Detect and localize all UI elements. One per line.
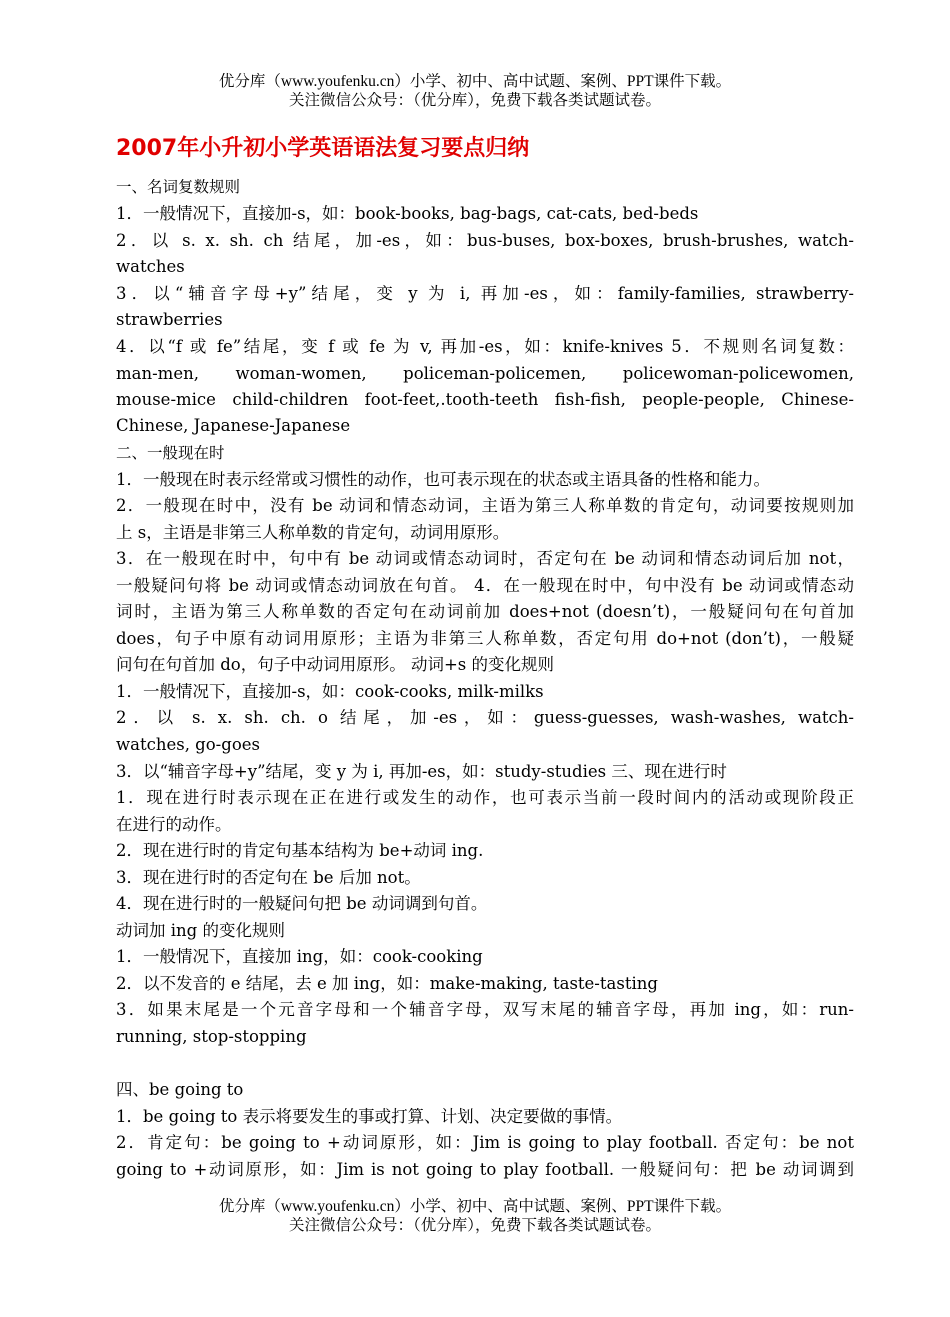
text-line: 4．以“f 或 fe”结尾，变 f 或 fe 为 v, 再加-es，如：knife-knives 5．不规则名词复数： (116, 337, 854, 356)
text-line: 2．现在进行时的肯定句基本结构为 be+动词 ing. (116, 841, 484, 860)
header-line-1: 优分库（www.youfenku.cn）小学、初中、高中试题、案例、PPT课件下载。 (218, 73, 732, 90)
text-line: 词时，主语为第三人称单数的否定句在动词前加 does+not (doesn’t)，一般疑问句在句首加 (116, 602, 854, 621)
text-line: does，句子中原有动词用原形；主语为非第三人称单数，否定句用 do+not (don’t)，一般疑 (116, 629, 854, 648)
text-line: 4．现在进行时的一般疑问句把 be 动词调到句首。 (116, 894, 488, 913)
text-line: 上 s，主语是非第三人称单数的肯定句，动词用原形。 (116, 523, 510, 542)
text-line: going to +动词原形，如：Jim is not going to play football. 一般疑问句：把 be 动词调到 (116, 1160, 854, 1179)
section-heading-be-going-to: 四、be going to (116, 1080, 244, 1099)
text-line: 2．以 s. x. sh. ch. o 结尾，加-es，如：guess-guesses, wash-washes, watch- (116, 708, 854, 727)
text-line: 2．一般现在时中，没有 be 动词和情态动词，主语为第三人称单数的肯定句，动词要按规则加 (116, 496, 854, 515)
text-line: running, stop-stopping (116, 1027, 307, 1046)
text-line: 3．如果末尾是一个元音字母和一个辅音字母，双写末尾的辅音字母，再加 ing，如：run- (116, 1000, 854, 1019)
page-header (0, 72, 950, 110)
text-line: 1．一般情况下，直接加 ing，如：cook-cooking (116, 947, 483, 966)
text-line: 1．一般情况下，直接加-s，如：book-books, bag-bags, cat-cats, bed-beds (116, 204, 699, 223)
text-line: watches, go-goes (116, 735, 260, 754)
text-line: watches (116, 257, 185, 276)
header-line-2: 关注微信公众号：（优分库），免费下载各类试题试卷。 (288, 92, 661, 109)
subsection-heading-ing-rules: 动词加 ing 的变化规则 (116, 921, 285, 940)
text-line: 3．现在进行时的否定句在 be 后加 not。 (116, 868, 421, 887)
text-line: 1．一般现在时表示经常或习惯性的动作，也可表示现在的状态或主语具备的性格和能力。 (116, 470, 770, 489)
text-line: 1．现在进行时表示现在正在进行或发生的动作，也可表示当前一段时间内的活动或现阶段正 (116, 788, 854, 807)
text-line: 1．一般情况下，直接加-s，如：cook-cooks, milk-milks (116, 682, 544, 701)
page-footer (0, 1197, 950, 1235)
text-line: mouse-mice child-children foot-feet,.tooth-teeth fish-fish, people-people, Chinese- (116, 390, 854, 409)
text-line: 1．be going to 表示将要发生的事或打算、计划、决定要做的事情。 (116, 1107, 623, 1126)
section-heading-plural-nouns: 一、名词复数规则 (116, 178, 241, 196)
text-line: 一般疑问句将 be 动词或情态动词放在句首。 4．在一般现在时中，句中没有 be 动词或情态动 (116, 576, 854, 595)
text-line: 问句在句首加 do，句子中动词用原形。 动词+s 的变化规则 (116, 655, 555, 674)
footer-line-2: 关注微信公众号：（优分库），免费下载各类试题试卷。 (288, 1217, 661, 1234)
text-line: 3．以“辅音字母+y”结尾，变 y 为 i, 再加-es，如：study-studies 三、现在进行时 (116, 762, 727, 781)
text-line: 2．以不发音的 e 结尾，去 e 加 ing，如：make-making, taste-tasting (116, 974, 658, 993)
text-line: Chinese, Japanese-Japanese (116, 416, 351, 435)
text-line: 3．在一般现在时中，句中有 be 动词或情态动词时，否定句在 be 动词和情态动词后加 not， (116, 549, 854, 568)
text-line: man-men, woman-women, policeman-policemen, policewoman-policewomen, (116, 364, 854, 383)
text-line: 2．以 s. x. sh. ch 结尾，加-es，如：bus-buses, box-boxes, brush-brushes, watch- (116, 231, 854, 250)
document-title: 2007年小升初小学英语语法复习要点归纳 (116, 136, 530, 161)
footer-line-1: 优分库（www.youfenku.cn）小学、初中、高中试题、案例、PPT课件下载。 (218, 1198, 732, 1215)
text-line: 3．以“辅音字母+y”结尾，变 y 为 i, 再加-es，如：family-families, strawberry- (116, 284, 854, 303)
text-line: 在进行的动作。 (116, 815, 232, 834)
text-line: strawberries (116, 310, 223, 329)
section-heading-simple-present: 二、一般现在时 (116, 444, 225, 462)
text-line: 2．肯定句：be going to +动词原形，如：Jim is going to play football. 否定句：be not (116, 1133, 854, 1152)
